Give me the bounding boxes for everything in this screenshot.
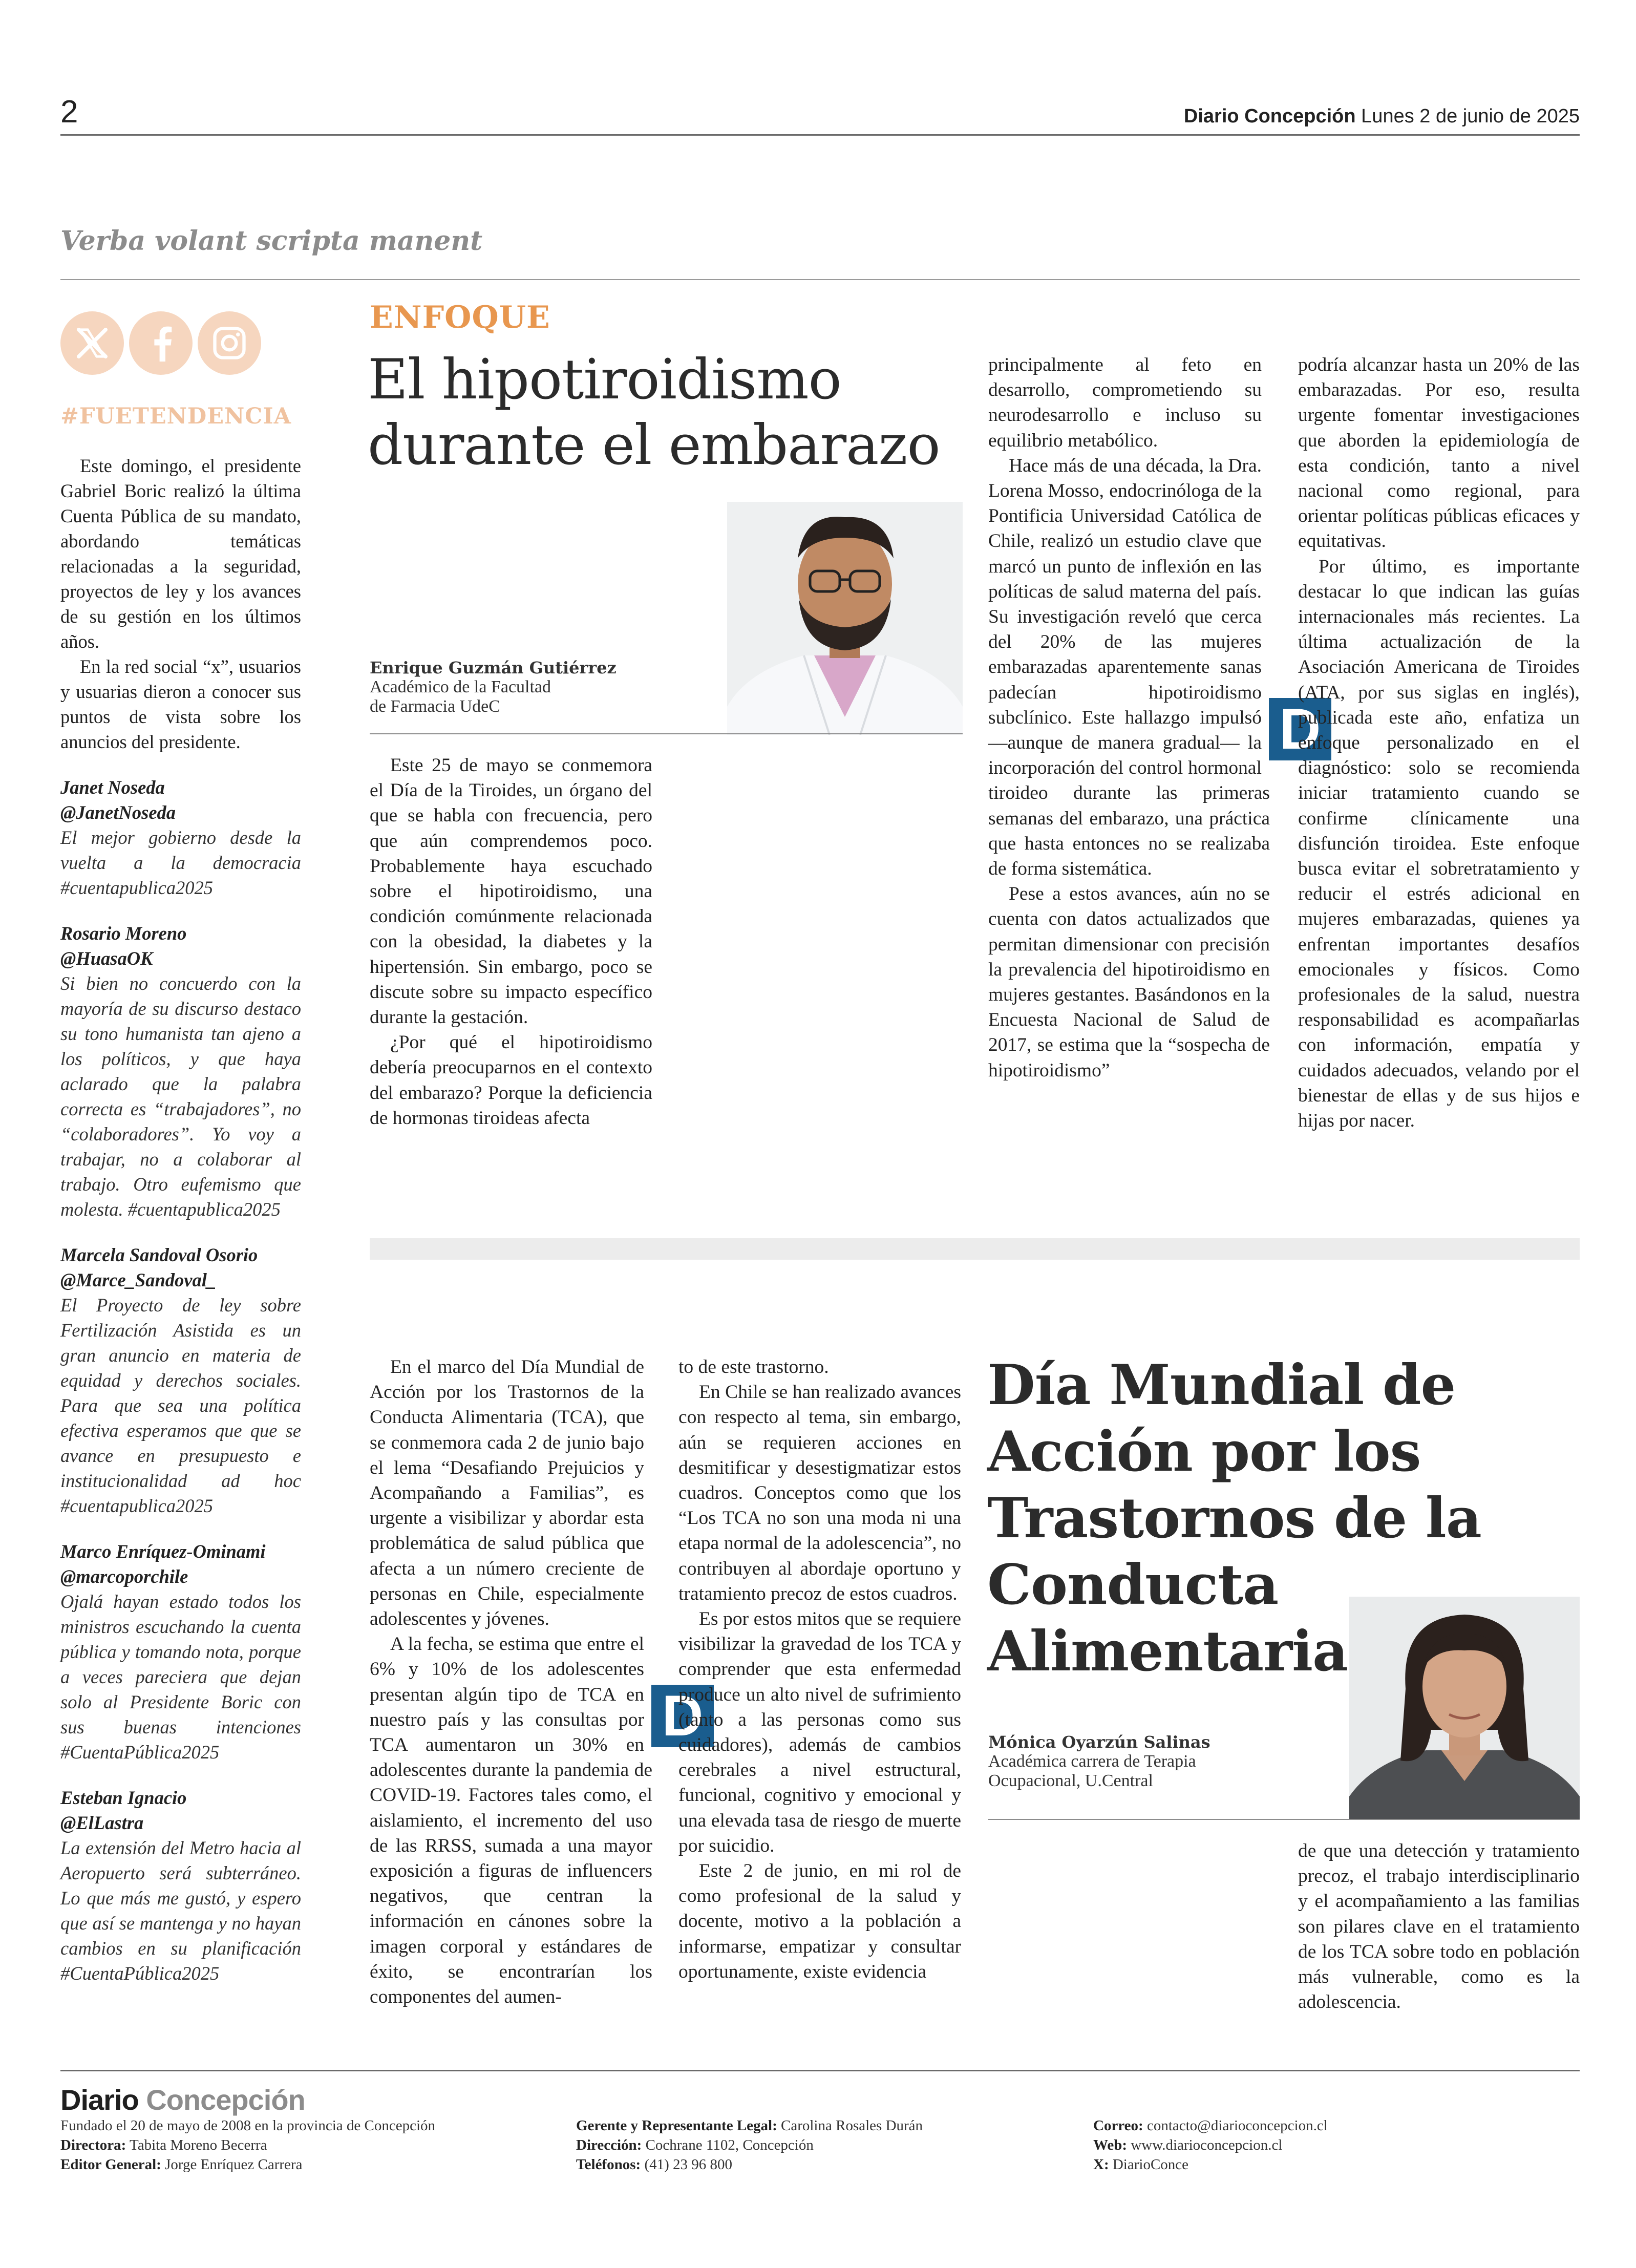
page-number: 2	[60, 94, 78, 130]
article1-paragraph: principalmente al feto en desarrollo, comprometiendo su neurodesarrollo e incluso su equilibrio metabólico.	[988, 354, 1262, 451]
article2-column-3	[1298, 1838, 1580, 2015]
tweet-author: Rosario Moreno	[60, 923, 187, 944]
article2-paragraph: Este 2 de junio, en mi rol de como profesional de la salud y docente, motivo a la población a informarse, empatizar y consultar oportunamente, existe evidencia	[678, 1860, 961, 1982]
author-name: Mónica Oyarzún Salinas	[988, 1732, 1210, 1752]
article2-divider	[988, 1819, 1580, 1820]
footer-divider	[60, 2070, 1580, 2071]
footer-x: X: DiarioConce	[1093, 2156, 1189, 2173]
tweet-text: El mejor gobierno desde la vuelta a la democracia #cuentapublica2025	[60, 827, 301, 898]
article1-title: El hipotiroidismo durante el embarazo	[368, 348, 940, 477]
motto-divider	[60, 279, 1580, 280]
article2-paragraph: A la fecha, se estima que entre el 6% y 10% de los adolescentes presentan algún tipo de TCA en nuestro país y las consultas por TCA aumentaron un 30% en adolescentes durante la pandemia de COVID-19. Factores tales como, el aislamiento, el incremento del uso de las RRSS, sumada a una mayor exposición a figuras de influencers negativos, que centran la información en cánones sobre la imagen corporal y estándares de éxito, se encontrarían los componentes del aumen-	[370, 1634, 652, 2008]
tweet-author: Esteban Ignacio	[60, 1787, 187, 1808]
tweet-text: La extensión del Metro hacia al Aeropuerto será subterráneo. Lo que más me gustó, y espero que así se mantenga y no hayan cambios en su planificación #CuentaPública2025	[60, 1837, 301, 1984]
article1-dropcap: D	[1269, 698, 1331, 760]
section-separator-band	[370, 1238, 1580, 1260]
article2-byline	[988, 1732, 1347, 1791]
social-column	[60, 453, 301, 1986]
header-date: Lunes 2 de junio de 2025	[1361, 105, 1580, 127]
author2-photo	[1349, 1597, 1580, 1819]
author-role: Académico de la Facultad de Farmacia UdeC	[370, 677, 551, 716]
article1-paragraph: podría alcanzar hasta un 20% de las embarazadas. Por eso, resulta urgente fomentar investigaciones que aborden la epidemiología de esta condición, tanto a nivel nacional como regional, para orientar políticas públicas eficaces y equitativas.	[1298, 354, 1580, 552]
article2-paragraph: de que una detección y tratamiento precoz, el trabajo interdisciplinario y el acompañamiento a las familias son pilares clave en el tratamiento de los TCA sobre todo en población más vulnerable, como es la adolescencia.	[1298, 1840, 1580, 2013]
article2-column-2	[678, 1354, 961, 1984]
article2-paragraph: to de este trastorno.	[678, 1356, 829, 1377]
footer-credits-1	[60, 2116, 572, 2174]
tweet-text: El Proyecto de ley sobre Fertilización Asistida es un gran anuncio en materia de equidad y derechos sociales. Para que sea una política efectiva esperamos que que se avance en presupuesto e institucionalidad ad hoc #cuentapublica2025	[60, 1295, 301, 1516]
author-name: Enrique Guzmán Gutiérrez	[370, 658, 617, 677]
tweet-author: Marcela Sandoval Osorio	[60, 1244, 258, 1265]
tweet-handle[interactable]: @HuasaOK	[60, 948, 153, 969]
header-masthead	[1184, 107, 1580, 126]
tweet	[60, 921, 301, 1222]
article2-column-1	[370, 1354, 704, 2009]
social-intro-paragraph: En la red social “x”, usuarios y usuarias dieron a conocer sus puntos de vista sobre los anuncios del presidente.	[60, 656, 301, 752]
tweet-author: Janet Noseda	[60, 777, 165, 798]
tweet-handle[interactable]: @JanetNoseda	[60, 802, 176, 823]
social-intro-paragraph: Este domingo, el presidente Gabriel Boric realizó la última Cuenta Pública de su mandato, abordando temáticas relacionadas a la seguridad, proyectos de ley y los avances de su gestión en los últimos años.	[60, 455, 301, 652]
footer-direccion: Dirección: Cochrane 1102, Concepción	[576, 2137, 814, 2153]
social-icons	[60, 311, 306, 375]
tweet	[60, 1539, 301, 1765]
article1-byline	[370, 658, 728, 716]
x-icon[interactable]	[60, 311, 124, 375]
header-brand: Diario Concepción	[1183, 105, 1356, 127]
tweet	[60, 1242, 301, 1518]
article1-paragraph: Este 25 de mayo se conmemora el Día de la Tiroides, un órgano del que se habla con frecuencia, pero que aún comprendemos poco. Probablemente haya escuchado sobre el hipotiroidismo, una condición comúnmente relacionada con la obesidad, la diabetes y la hipertensión. Sin embargo, poco se discute sobre su impacto específico durante la gestación.	[370, 755, 652, 1028]
article2-dropcap: D	[651, 1685, 714, 1747]
article1-column-2	[988, 352, 1321, 1083]
article1-paragraph: Por último, es importante destacar lo que indican las guías internacionales más recientes. La última actualización de la Asociación Americana de Tiroides (ATA, por sus siglas en inglés), publicada este año, enfatiza un enfoque personalizado en el diagnóstico: solo se recomienda iniciar tratamiento cuando se confirme clínicamente una disfunción tiroidea. Este enfoque busca evitar el sobretratamiento y reducir el estrés adicional en mujeres embarazadas, quienes ya enfrentan importantes desafíos emocionales y físicos. Como profesionales de la salud, nuestra responsabilidad es acompañarlas con información, empatía y cuidados adecuados, velando por el bienestar de ellas y de sus hijos e hijas por nacer.	[1298, 556, 1580, 1132]
article1-paragraph: Pese a estos avances, aún no se cuenta con datos actualizados que permitan dimensionar con precisión la prevalencia del hipotiroidismo en mujeres gestantes. Basándonos en la Encuesta Nacional de Salud de 2017, se estima que la “sospecha de hipotiroidismo”	[988, 883, 1270, 1081]
article2-paragraph: En el marco del Día Mundial de Acción por los Trastornos de la Conducta Alimentaria (TCA), que se conmemora cada 2 de junio bajo el lema “Desafiando Prejuicios y Acompañando a Familias”, es urgente a visibilizar y abordar esta problemática de salud pública que afecta a un número creciente de personas en Chile, especialmente adolescentes y jóvenes.	[370, 1356, 644, 1630]
article1-column-3	[1298, 352, 1580, 1133]
tweet-text: Ojalá hayan estado todos los ministros escuchando la cuenta pública y tomando nota, porque a veces pareciera que dejan solo al Presidente Boric con sus buenas intenciones #CuentaPública2025	[60, 1591, 301, 1763]
article1-divider	[370, 733, 963, 734]
footer-logo-diario: Diario	[60, 2084, 139, 2116]
footer-directora: Directora: Tabita Moreno Becerra	[60, 2137, 267, 2153]
header-divider	[60, 134, 1580, 136]
footer-web: Web: www.diarioconcepcion.cl	[1093, 2137, 1283, 2153]
trending-hashtag: #FUETENDENCIA	[60, 404, 291, 429]
footer-contact	[1093, 2116, 1580, 2174]
tweet-text: Si bien no concuerdo con la mayoría de su discurso destaco su tono humanista tan ajeno a los políticos, y que haya aclarado que la palabra correcta es “trabajadores”, no “colaboradores”. Yo voy a trabajar, no a colaborar al trabajo. Otro eufemismo que molesta. #cuentapublica2025	[60, 973, 301, 1220]
article2-paragraph: Es por estos mitos que se requiere visibilizar la gravedad de los TCA y comprender que esta enfermedad produce un alto nivel de sufrimiento (tanto a las personas como sus cuidadores), además de cambios cerebrales a nivel estructural, funcional, cognitivo y emocional y una elevada tasa de riesgo de muerte por suicidio.	[678, 1608, 961, 1856]
author1-photo	[727, 502, 963, 735]
article-kicker: ENFOQUE	[370, 300, 550, 335]
tweet	[60, 775, 301, 900]
footer-telefonos: Teléfonos: (41) 23 96 800	[576, 2156, 733, 2173]
tweet-author: Marco Enríquez-Ominami	[60, 1541, 266, 1562]
article2-title: Día Mundial de Acción por los Trastornos de la Conducta Alimentaria	[987, 1353, 1481, 1684]
footer-logo-concepcion: Concepción	[146, 2084, 305, 2116]
footer-logo	[60, 2083, 305, 2116]
article1-paragraph: ¿Por qué el hipotiroidismo debería preocuparnos en el contexto del embarazo? Porque la deficiencia de hormonas tiroideas afecta	[370, 1032, 652, 1129]
footer-founded: Fundado el 20 de mayo de 2008 en la provincia de Concepción	[60, 2117, 436, 2134]
instagram-icon[interactable]	[198, 311, 261, 375]
author-role: Académica carrera de Terapia Ocupacional, U.Central	[988, 1752, 1196, 1790]
tweet-handle[interactable]: @Marce_Sandoval_	[60, 1269, 217, 1290]
footer-editor: Editor General: Jorge Enríquez Carrera	[60, 2156, 303, 2173]
facebook-icon[interactable]	[129, 311, 193, 375]
section-motto: Verba volant scripta manent	[60, 225, 483, 257]
article1-column-1	[370, 753, 652, 1131]
tweet-handle[interactable]: @marcoporchile	[60, 1566, 188, 1587]
footer-correo: Correo: contacto@diarioconcepcion.cl	[1093, 2117, 1328, 2134]
tweet	[60, 1785, 301, 1986]
tweet-handle[interactable]: @ElLastra	[60, 1812, 144, 1833]
footer-gerente: Gerente y Representante Legal: Carolina Rosales Durán	[576, 2117, 923, 2134]
article2-paragraph: En Chile se han realizado avances con respecto al tema, sin embargo, aún se requieren acciones en desmitificar y desestigmatizar estos cuadros. Conceptos como que los “Los TCA no son una moda ni una etapa normal de la adolescencia”, no contribuyen al abordaje oportuno y tratamiento precoz de estos cuadros.	[678, 1382, 961, 1604]
article1-paragraph: Hace más de una década, la Dra. Lorena Mosso, endocrinóloga de la Pontificia Universidad Católica de Chile, realizó un estudio clave que marcó un punto de inflexión en las políticas de salud materna del país. Su investigación reveló que cerca del 20% de las mujeres embarazadas aparentemente sanas padecían hipotiroidismo subclínico. Este hallazgo impulsó —aunque de manera gradual— la incorporación del control hormonal tiroideo durante las primeras semanas del embarazo, una práctica que hasta entonces no se realizaba de forma sistemática.	[988, 455, 1270, 880]
footer-credits-2	[576, 2116, 1068, 2174]
